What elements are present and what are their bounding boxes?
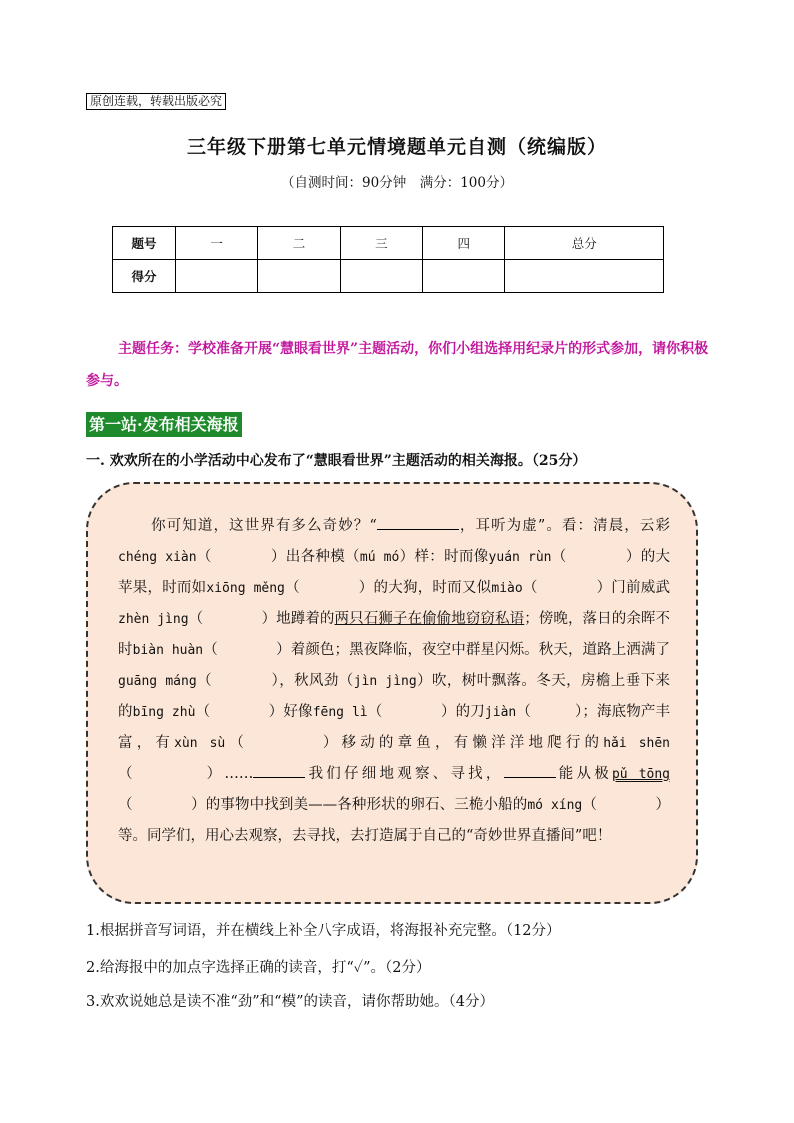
idiom-blank[interactable] bbox=[504, 760, 556, 778]
poster-text-segment: （ ）门前威武 bbox=[522, 580, 671, 596]
underlined-phrase: 两只石狮子在偷偷地窃窃私语 bbox=[334, 611, 525, 627]
pinyin-prompt: bīng zhù bbox=[132, 705, 196, 720]
poster-text-segment: （ ）的事物中找到美——各种形状的卵石、三桅小船的 bbox=[118, 797, 528, 813]
score-table-cell: 一 bbox=[176, 227, 258, 260]
score-input-cell[interactable] bbox=[176, 260, 258, 293]
score-input-cell[interactable] bbox=[258, 260, 340, 293]
poster-text-segment: （ ）…… bbox=[118, 766, 254, 782]
poster-text-segment: （ ）；海底物产丰富，有 bbox=[118, 704, 671, 751]
pinyin-prompt: biàn huàn bbox=[132, 643, 204, 658]
pinyin-prompt: zhèn jìng bbox=[118, 612, 189, 627]
poster-text-segment: （ ）地蹲着的 bbox=[188, 611, 335, 627]
question-1: 一. 欢欢所在的小学活动中心发布了“慧眼看世界”主题活动的相关海报。（25分） bbox=[86, 453, 587, 469]
pinyin-prompt: chéng xiàn bbox=[118, 550, 197, 565]
score-input-cell[interactable] bbox=[423, 260, 505, 293]
score-table-cell: 四 bbox=[423, 227, 505, 260]
score-table-cell: 总分 bbox=[505, 227, 664, 260]
poster-text-segment: ）吹，树叶飘落。冬天，房檐上垂下来的 bbox=[118, 673, 670, 720]
score-table-cell: 二 bbox=[258, 227, 340, 260]
poster-text-segment: （ ），秋风劲（ bbox=[196, 673, 354, 689]
poster-text-segment: ）样：时而像 bbox=[399, 549, 489, 565]
score-table bbox=[112, 226, 664, 293]
idiom-blank[interactable] bbox=[377, 512, 459, 530]
pinyin-prompt: miào bbox=[491, 581, 523, 596]
pinyin-prompt: mó xíng bbox=[527, 798, 583, 813]
theme-task: 主题任务：学校准备开展“慧眼看世界”主题活动，你们小组选择用纪录片的形式参加，请你积极参与。 bbox=[86, 341, 709, 389]
poster-text bbox=[118, 511, 670, 852]
poster-text-segment: 我们仔细地观察、寻找， bbox=[305, 766, 504, 782]
pinyin-prompt: fēng lì bbox=[312, 705, 368, 720]
pinyin-choice[interactable]: jìn jìng bbox=[353, 674, 417, 689]
pinyin-prompt: xiōng měng bbox=[206, 581, 285, 596]
poster-text-segment: （ ）好像 bbox=[195, 704, 313, 720]
poster-text-segment: ，耳听为虚”。看：清晨，云彩 bbox=[458, 518, 670, 534]
sub-question-1: 1.根据拼音写词语，并在横线上补全八字成语，将海报补充完整。（12分） bbox=[86, 923, 561, 939]
copyright-notice: 原创连载，转载出版必究 bbox=[86, 93, 226, 110]
pinyin-prompt: xùn sù bbox=[174, 736, 226, 751]
score-table-score-row bbox=[113, 260, 664, 293]
pinyin-choice[interactable]: mú mó bbox=[359, 550, 400, 565]
score-table-cell: 三 bbox=[340, 227, 422, 260]
score-table-cell: 得分 bbox=[113, 260, 176, 293]
score-input-cell[interactable] bbox=[340, 260, 422, 293]
score-input-cell[interactable] bbox=[505, 260, 664, 293]
score-table-header-row bbox=[113, 227, 664, 260]
pinyin-prompt: yuán rùn bbox=[488, 550, 552, 565]
pinyin-prompt: guāng máng bbox=[118, 674, 197, 689]
poster-text-segment: 能从极 bbox=[555, 766, 612, 782]
page-subtitle: （自测时间：90分钟 满分：100分） bbox=[281, 175, 513, 191]
sub-question-2: 2.给海报中的加点字选择正确的读音，打“✓”。（2分） bbox=[86, 960, 431, 976]
station-heading: 第一站·发布相关海报 bbox=[86, 412, 242, 437]
poster-text-segment: （ ）着颜色；黑夜降临，夜空中群星闪烁。秋天，道路上洒满了 bbox=[203, 642, 670, 658]
poster-text-segment: ；傍晚，落日的余晖不时 bbox=[118, 611, 671, 658]
idiom-blank[interactable] bbox=[253, 760, 305, 778]
pinyin-prompt: jiàn bbox=[484, 705, 517, 720]
poster-text-segment: （ ）的刀 bbox=[367, 704, 485, 720]
pinyin-prompt: hǎi shēn bbox=[603, 736, 671, 751]
poster-text-segment: （ ）移动的章鱼，有懒洋洋地爬行的 bbox=[225, 735, 604, 751]
poster-text-segment: （ ）等。同学们，用心去观察，去寻找，去打造属于自己的“奇妙世界直播间”吧！ bbox=[118, 797, 671, 844]
poster-text-segment: （ ）的大狗，时而又似 bbox=[284, 580, 492, 596]
poster-text-segment: 你可知道，这世界有多么奇妙？“ bbox=[150, 518, 377, 534]
poster-text-segment: （ ）的大苹果，时而如 bbox=[118, 549, 671, 596]
poster-text-segment: （ ）出各种模（ bbox=[196, 549, 360, 565]
page-title: 三年级下册第七单元情境题单元自测（统编版） bbox=[186, 136, 607, 158]
sub-question-3: 3.欢欢说她总是读不准“劲”和“模”的读音，请你帮助她。（4分） bbox=[86, 994, 494, 1010]
pinyin-prompt: pǔ tōng bbox=[611, 767, 670, 782]
score-table-cell: 题号 bbox=[113, 227, 176, 260]
